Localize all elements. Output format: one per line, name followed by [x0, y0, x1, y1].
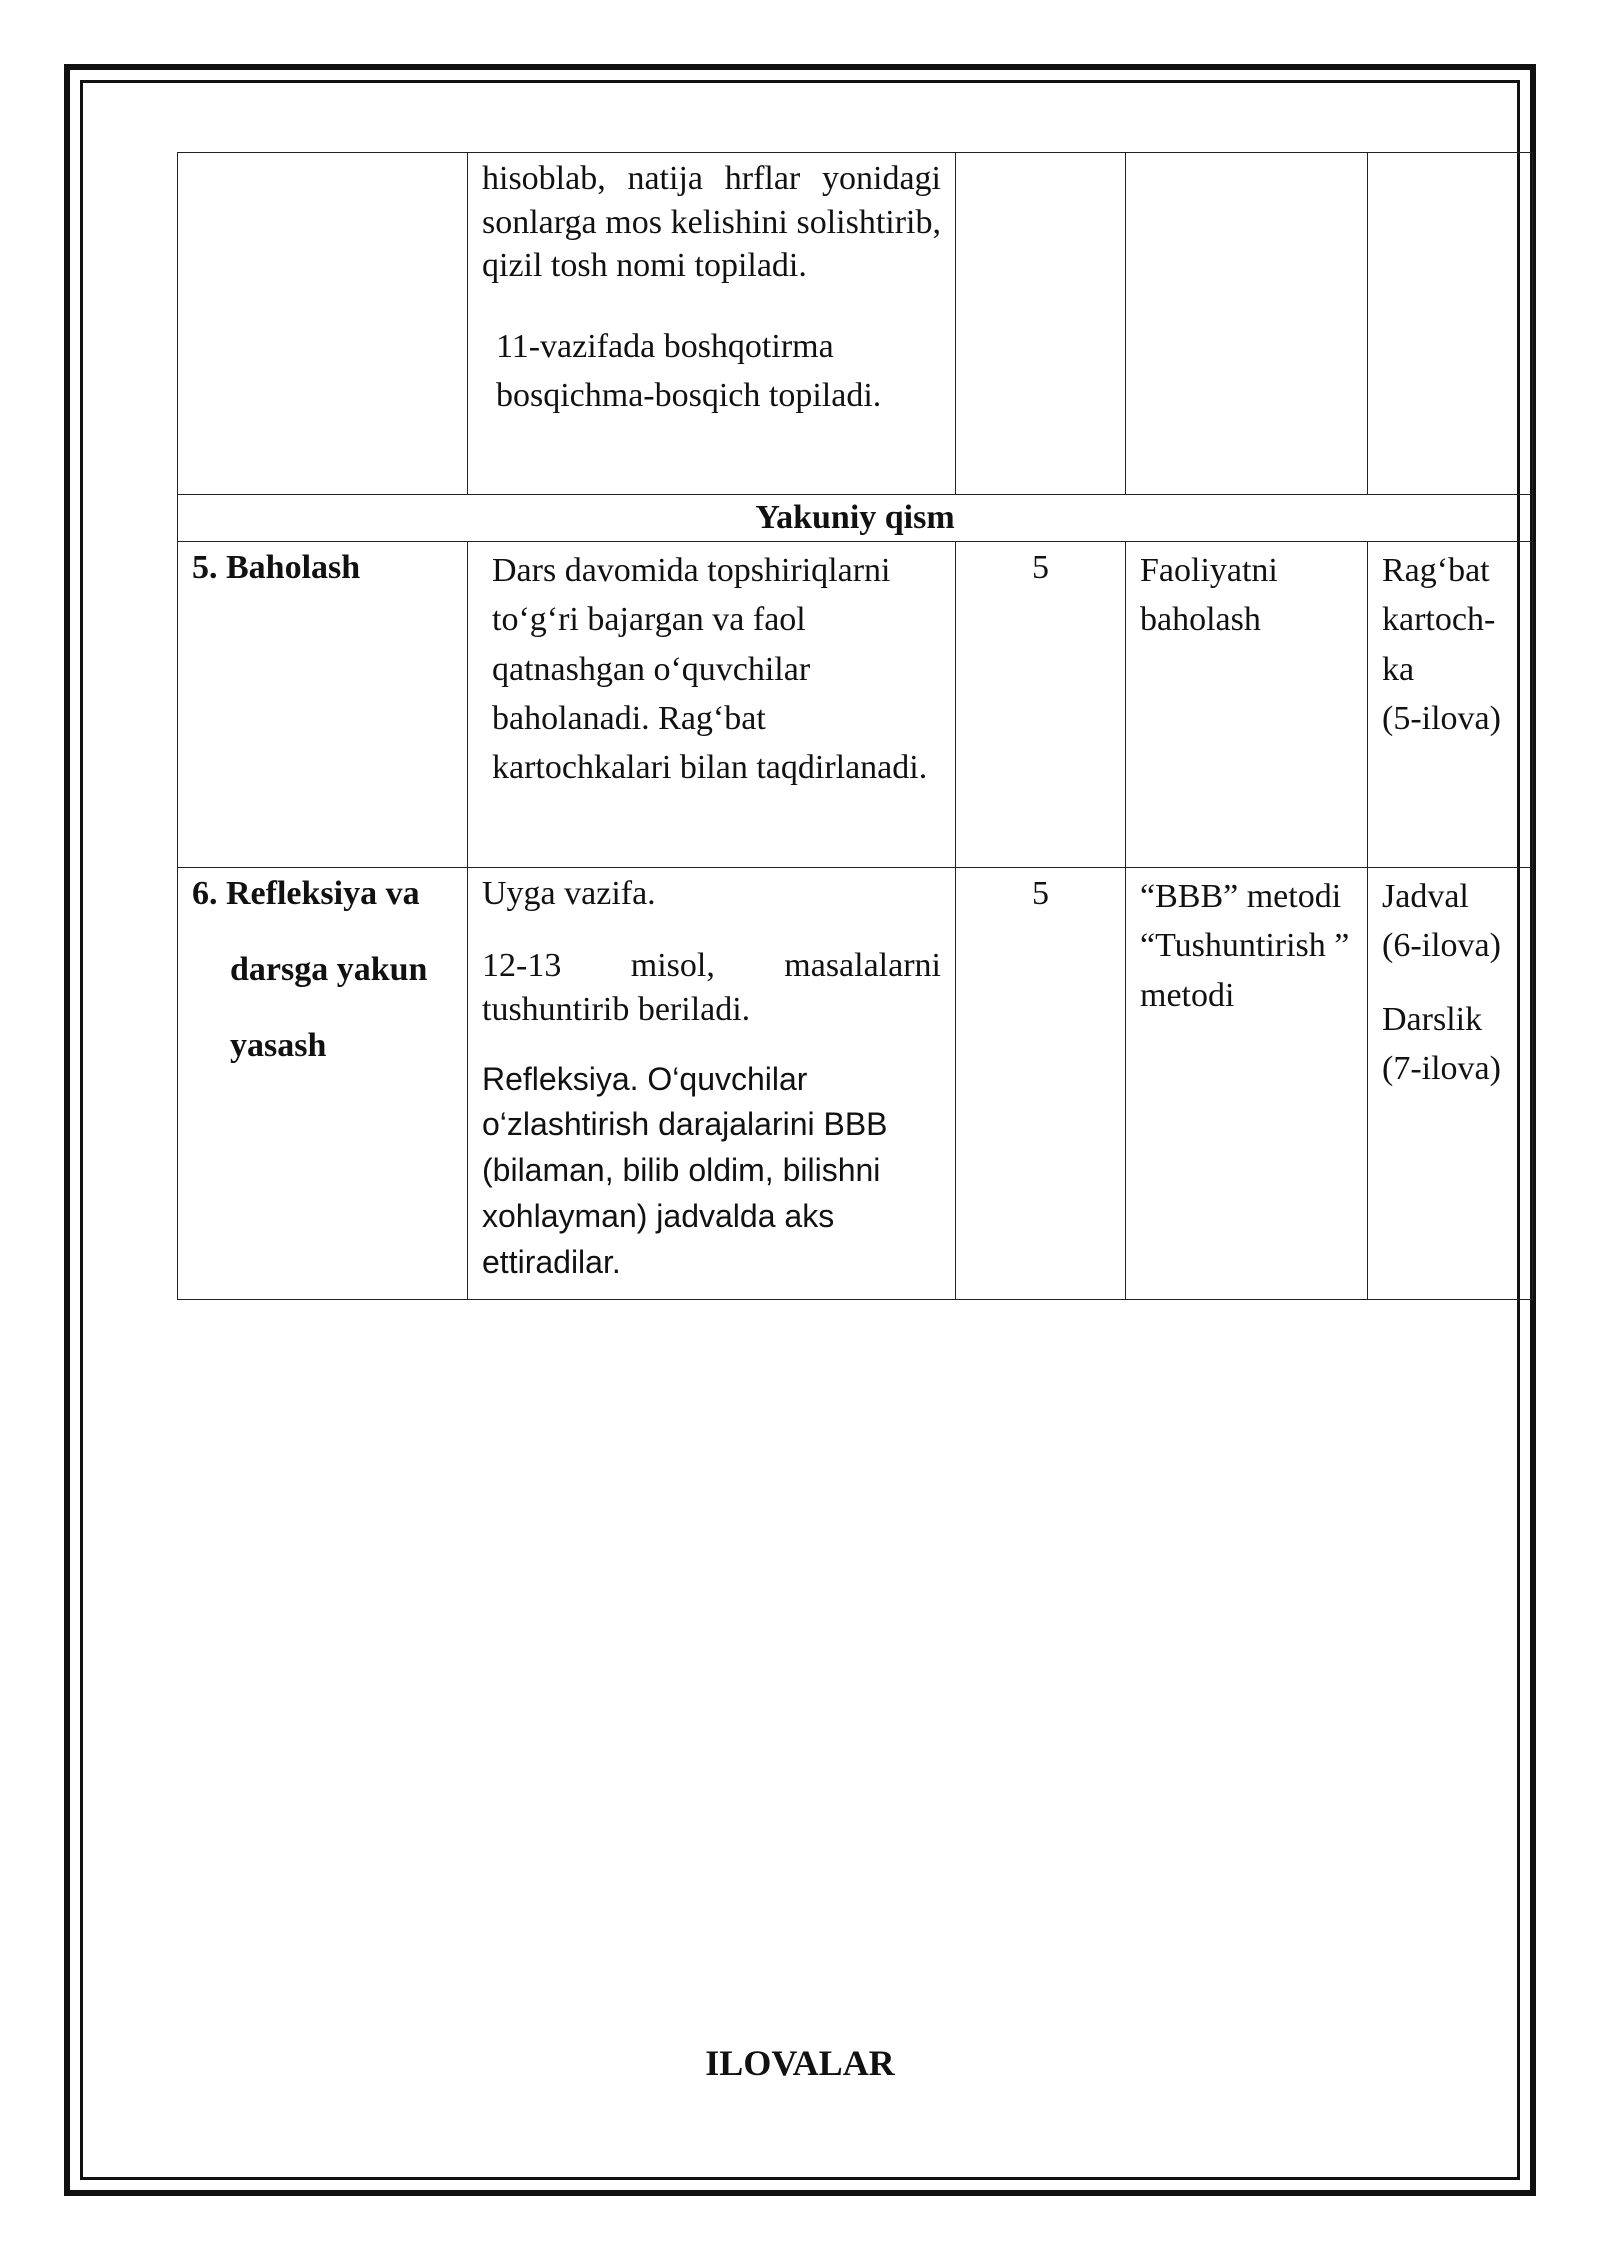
stage-label: darsga yakun — [230, 951, 428, 989]
resource-line: Jadval — [1382, 878, 1469, 915]
cell-method — [1126, 542, 1368, 868]
cell-content — [468, 153, 956, 495]
content-paragraph: hisoblab, natija hrflar yonidagi sonlarga mos kelishini solishtirib, qizil tosh nomi topiladi. — [482, 160, 941, 285]
content-paragraph: Dars davomida topshiriqlarni to‘g‘ri bajargan va faol qatnashgan o‘quvchilar baholanadi. Rag‘bat kartochkalari bilan taqdirlanadi. — [492, 552, 928, 787]
cell-time — [956, 868, 1126, 1300]
section-title: Yakuniy qism — [178, 495, 1533, 542]
table-row-refleksiya — [178, 868, 1533, 1300]
resource-line: (7-ilova) — [1382, 1049, 1501, 1087]
method-text: “BBB” metodi “Tushuntirish ” metodi — [1140, 878, 1350, 1014]
stage-label: 6. Refleksiya va — [192, 875, 420, 912]
content-paragraph: 12-13 misol, masalalarni tushuntirib beriladi. — [482, 947, 941, 1029]
resource-line: kartoch- — [1382, 601, 1496, 639]
table-row-continued — [178, 153, 1533, 495]
cell-stage — [178, 542, 468, 868]
content-paragraph: Refleksiya. O‘quvchilar o‘zlashtirish darajalarini BBB (bilaman, bilib oldim, bilishni xohlayman) jadvalda aks ettiradilar. — [482, 1060, 888, 1280]
cell-method — [1126, 868, 1368, 1300]
time-value: 5 — [1032, 875, 1049, 912]
cell-time-empty — [956, 153, 1126, 495]
cell-content — [468, 542, 956, 868]
cell-content — [468, 868, 956, 1300]
stage-label: yasash — [230, 1027, 327, 1065]
cell-resource-empty — [1368, 153, 1533, 495]
resource-line: Rag‘bat — [1382, 552, 1490, 589]
appendix-title: ILOVALAR — [705, 2043, 895, 2083]
cell-resource — [1368, 868, 1533, 1300]
resource-line: (6-ilova) — [1382, 927, 1501, 965]
cell-stage — [178, 868, 468, 1300]
cell-method-empty — [1126, 153, 1368, 495]
section-header-row — [178, 495, 1533, 542]
resource-line: (5-ilova) — [1382, 699, 1501, 737]
time-value: 5 — [1032, 549, 1049, 586]
lesson-plan-table — [177, 152, 1533, 1300]
stage-label: 5. Baholash — [192, 549, 361, 586]
method-text: Faoliyatni baholash — [1140, 552, 1278, 639]
cell-stage-empty — [178, 153, 468, 495]
cell-time — [956, 542, 1126, 868]
content-paragraph: 11-vazifada boshqotirma bosqichma-bosqich topiladi. — [496, 327, 882, 414]
resource-line: Darslik — [1382, 1000, 1483, 1038]
table-row-baholash — [178, 542, 1533, 868]
content-paragraph: Uyga vazifa. — [482, 875, 656, 912]
resource-line: ka — [1382, 650, 1415, 688]
cell-resource — [1368, 542, 1533, 868]
